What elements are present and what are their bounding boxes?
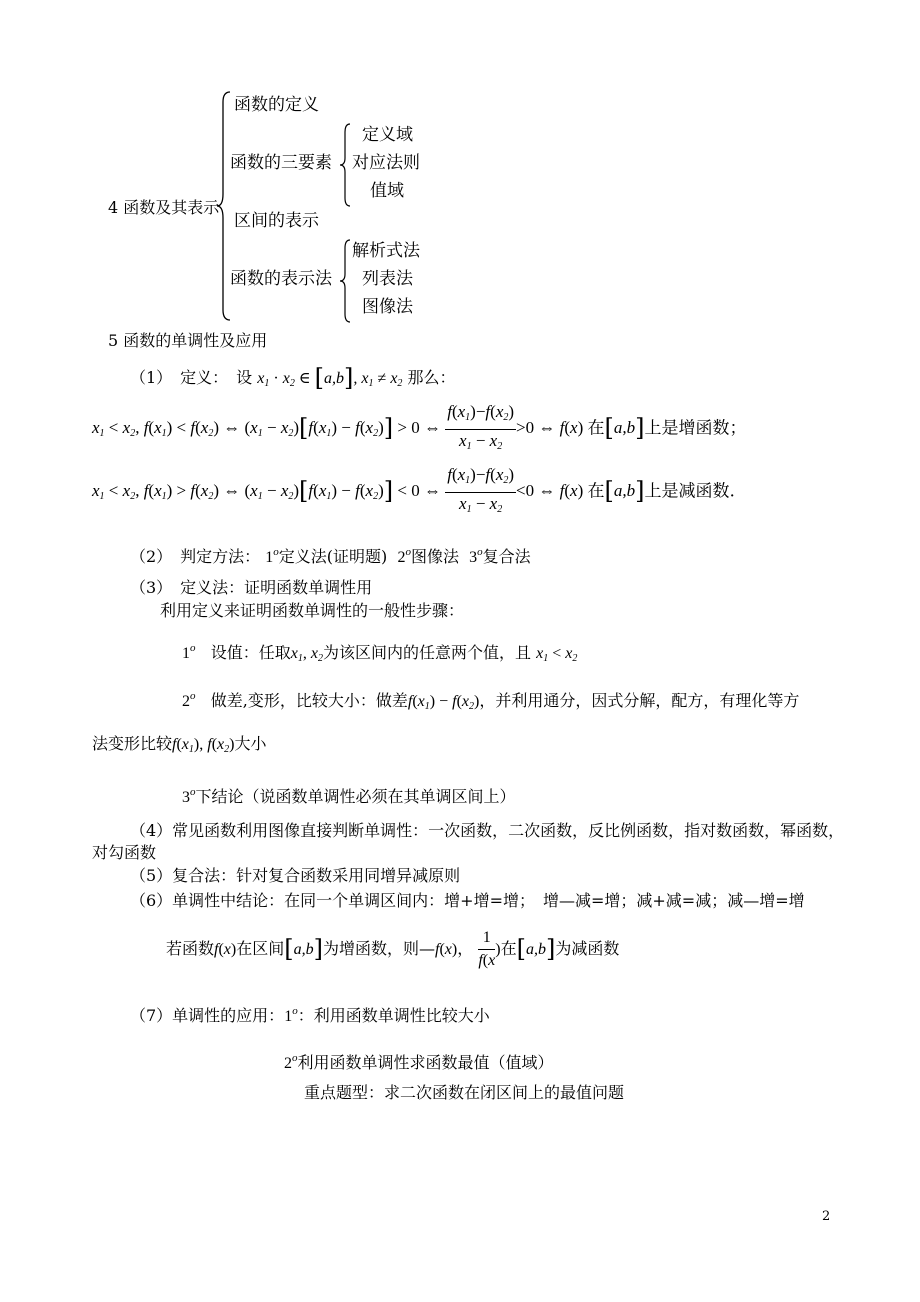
definition-method-label: （3） 定义法：证明函数单调性用 bbox=[130, 578, 373, 597]
increasing-line: $x_1 < x_2$, $f(x_1) < f(x_2)$ ⇔ $(x_1 - x_2)[f(x_1) - f(x_2)] > 0$ ⇔ $\frac{f(x_1)-f(x_2)}{x_1 - x_2}$ >0 ⇔ f(x) 在[a,b]上是增函数； bbox=[92, 402, 747, 452]
step-3-text: 下结论（说函数单调性必须在其单调区间上） bbox=[195, 787, 516, 806]
definition-then: 那么： bbox=[407, 368, 456, 387]
item-7-use-1: ：利用函数单调性比较大小 bbox=[297, 1006, 490, 1025]
item-7: （7）单调性的应用：1$^o$：利用函数单调性比较大小 bbox=[130, 1005, 490, 1025]
step-2-continued: 法变形比较$f(x_1)$, $f(x_2)$大小 bbox=[92, 734, 267, 755]
judge-method-1: 定义法(证明题) bbox=[278, 547, 388, 566]
key-question-type: 重点题型：求二次函数在闭区间上的最值问题 bbox=[304, 1083, 625, 1102]
item-5: （5）复合法：针对复合函数采用同增异减原则 bbox=[130, 866, 461, 885]
step-2-text-a: 做差,变形，比较大小：做差 bbox=[210, 691, 408, 710]
increasing-in: 在 bbox=[587, 418, 605, 439]
item-6-text-c: 为增函数，则— bbox=[323, 939, 436, 958]
item-rule: 对应法则 bbox=[352, 153, 420, 173]
decreasing-formula: $x_1 < x_2$, $f(x_1) > f(x_2)$ ⇔ $(x_1 - x_2)[f(x_1) - f(x_2)] < 0$ ⇔ $\frac{f(x_1)-f(x_2)}{x_1 - x_2}$ <0 ⇔ f(x) bbox=[92, 465, 584, 515]
item-6-text-d: ， bbox=[457, 939, 474, 958]
item-4-line-2: 对勾函数 bbox=[92, 843, 157, 862]
decreasing-in: 在 bbox=[587, 481, 605, 502]
definition-formula: $x_1 \cdot x_2$ ∈ [a,b], $x_1 \ne x_2$ bbox=[257, 364, 403, 392]
step-2-text-c: 法变形比较 bbox=[92, 734, 173, 753]
reciprocal-fraction: $\frac{1}{f(x}$ bbox=[478, 929, 496, 969]
page-number: 2 bbox=[822, 1209, 831, 1224]
step-2-text-b: ，并利用通分，因式分解，配方，有理化等方 bbox=[479, 691, 800, 710]
steps-intro: 利用定义来证明函数单调性的一般性步骤： bbox=[160, 601, 465, 620]
step-1-text-a: 设值：任取 bbox=[210, 643, 291, 662]
step-1-text-b: 为该区间内的任意两个值，且 bbox=[323, 643, 532, 662]
item-4-line-1: （4）常见函数利用图像直接判断单调性：一次函数，二次函数，反比例函数，指对数函数，幂函数， bbox=[130, 821, 845, 840]
item-6-text-f: 为减函数 bbox=[555, 939, 620, 958]
decreasing-line: $x_1 < x_2$, $f(x_1) > f(x_2)$ ⇔ $(x_1 - x_2)[f(x_1) - f(x_2)] < 0$ ⇔ $\frac{f(x_1)-f(x_2)}{x_1 - x_2}$ <0 ⇔ f(x) 在[a,b]上是减函数. bbox=[92, 465, 735, 515]
increasing-formula: $x_1 < x_2$, $f(x_1) < f(x_2)$ ⇔ $(x_1 - x_2)[f(x_1) - f(x_2)] > 0$ ⇔ $\frac{f(x_1)-f(x_2)}{x_1 - x_2}$ >0 ⇔ f(x) bbox=[92, 402, 584, 452]
decreasing-tail: 上是减函数. bbox=[644, 481, 735, 502]
step-3: 3$^o$下结论（说函数单调性必须在其单调区间上） bbox=[182, 786, 516, 806]
item-function-definition: 函数的定义 bbox=[234, 95, 319, 115]
item-range: 值域 bbox=[370, 181, 404, 201]
item-7-use-2-line: 2$^o$利用函数单调性求函数最值（值域） bbox=[284, 1052, 554, 1072]
item-6-text-b: 在区间 bbox=[236, 939, 285, 958]
judge-method-3: 复合法 bbox=[482, 547, 531, 566]
increasing-tail: 上是增函数； bbox=[644, 418, 747, 439]
item-6-conclusion: 若函数f(x)在区间[a,b]为增函数，则—f(x)， $\frac{1}{f(x}$ )在[a,b]为减函数 bbox=[166, 929, 620, 969]
item-domain: 定义域 bbox=[362, 125, 413, 145]
item-analytic: 解析式法 bbox=[352, 241, 420, 261]
item-7-label: （7）单调性的应用： bbox=[130, 1006, 285, 1025]
step-2-text-d: 大小 bbox=[234, 734, 267, 753]
item-6-text-a: 若函数 bbox=[166, 939, 215, 958]
step-1: 1$^o$ 设值：任取$x_1$, $x_2$为该区间内的任意两个值，且 $x_1 < x_2$ bbox=[182, 642, 578, 664]
step-2: 2$^o$ 做差,变形，比较大小：做差$f(x_1) - f(x_2)$，并利用通分，因式分解，配方，有理化等方 bbox=[182, 690, 800, 712]
item-6: （6）单调性中结论：在同一个单调区间内：增+增=增； 增—减=增；减+减=减；减—增=增 bbox=[130, 891, 805, 910]
judge-methods-line: （2） 判定方法： 1$^o$定义法(证明题) 2$^o$图像法 3$^o$复合法 bbox=[130, 546, 531, 566]
definition-label: （1） 定义： 设 bbox=[130, 368, 253, 387]
item-table: 列表法 bbox=[362, 269, 413, 289]
item-7-use-2: 利用函数单调性求函数最值（值域） bbox=[297, 1053, 554, 1072]
item-interval: 区间的表示 bbox=[234, 211, 319, 231]
item-graph: 图像法 bbox=[362, 297, 413, 317]
item-6-text-e: 在 bbox=[500, 939, 517, 958]
definition-line bbox=[130, 364, 456, 394]
section-5-heading: 5 函数的单调性及应用 bbox=[108, 331, 268, 350]
judge-label: （2） 判定方法： bbox=[130, 547, 261, 566]
judge-method-2: 图像法 bbox=[410, 547, 459, 566]
item-three-elements: 函数的三要素 bbox=[230, 153, 332, 173]
item-methods: 函数的表示法 bbox=[230, 269, 332, 289]
section-4-label: 4 函数及其表示 bbox=[108, 198, 220, 217]
